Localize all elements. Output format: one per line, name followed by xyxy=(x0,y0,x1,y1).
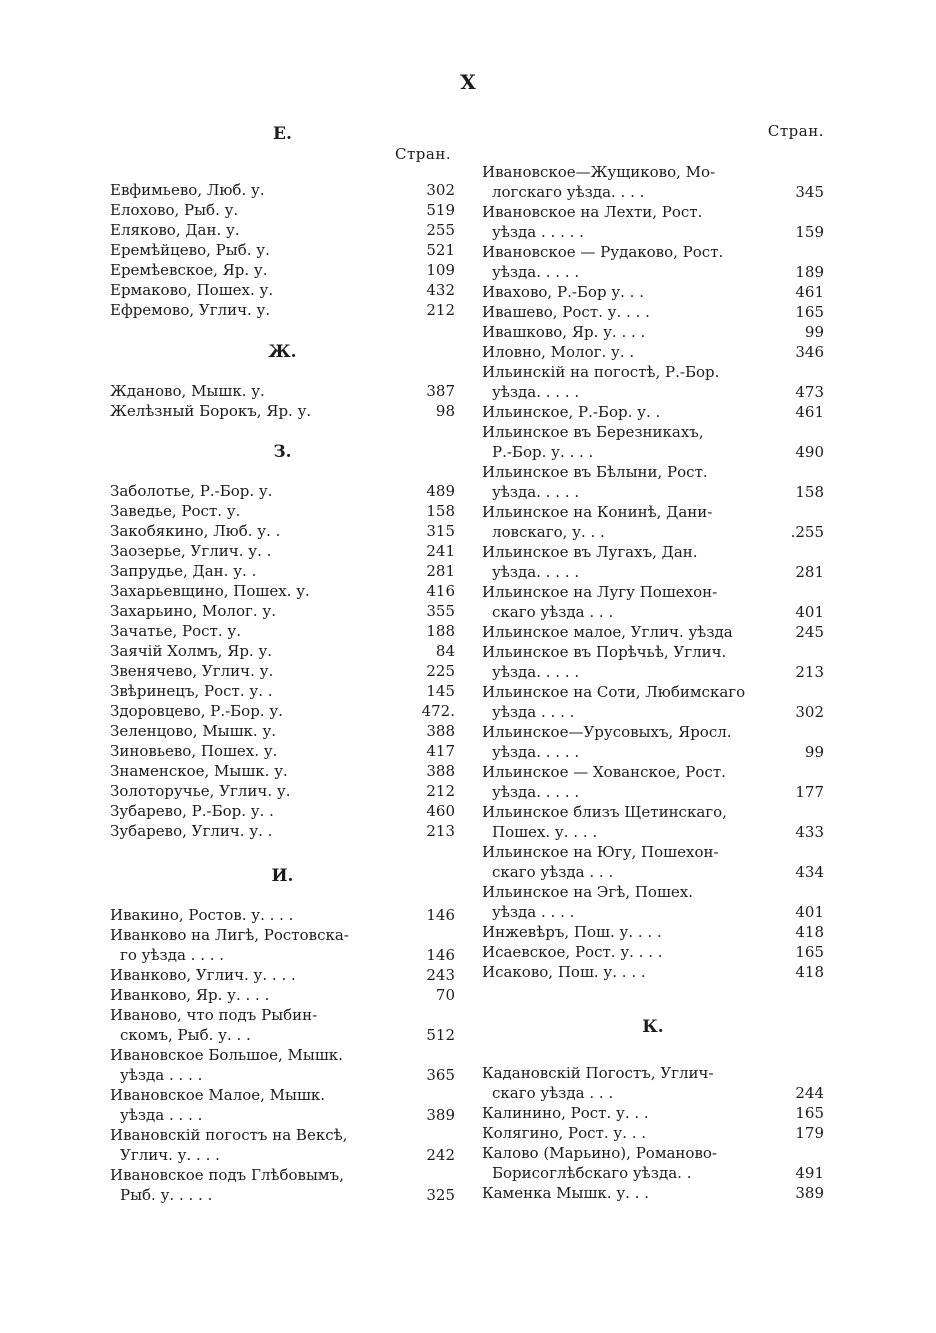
entry-page: 99 xyxy=(804,743,824,761)
entry-page: 315 xyxy=(426,522,455,540)
entry-name: Иванково на Лигѣ, Ростовска- xyxy=(110,926,349,944)
entry-name-cont: Пошех. у. . . . xyxy=(492,823,598,841)
index-entry xyxy=(110,280,455,300)
entry-name-cont: Рыб. у. . . . . xyxy=(120,1186,213,1204)
index-entry xyxy=(482,1183,824,1203)
entry-page: 241 xyxy=(426,542,455,560)
entry-name: Заозерье, Углич. у. . xyxy=(110,542,272,560)
entry-name: Ильинское на Югу, Пошехон- xyxy=(482,843,719,861)
index-entry xyxy=(110,581,455,601)
page-number: X xyxy=(460,70,476,94)
entry-name: Ивановскій погостъ на Вексѣ, xyxy=(110,1126,348,1144)
index-entry xyxy=(482,462,824,502)
entry-name: Зиновьево, Пошех. у. xyxy=(110,742,278,760)
entry-page: 401 xyxy=(795,903,824,921)
index-entry xyxy=(110,741,455,761)
index-entry xyxy=(110,521,455,541)
entry-name-cont: Р.-Бор. у. . . . xyxy=(492,443,594,461)
index-entry xyxy=(482,1063,824,1103)
index-entry xyxy=(110,681,455,701)
entry-name: Запрудье, Дан. у. . xyxy=(110,562,257,580)
entry-name: Звенячево, Углич. у. xyxy=(110,662,274,680)
entry-name: Зубарево, Углич. у. . xyxy=(110,822,273,840)
index-entry xyxy=(110,260,455,280)
entry-name: Знаменское, Мышк. у. xyxy=(110,762,288,780)
entry-name: Ильинское въ Березникахъ, xyxy=(482,423,704,441)
entry-name-cont: уѣзда . . . . xyxy=(492,903,575,921)
index-entry xyxy=(482,1103,824,1123)
entry-page: 146 xyxy=(426,906,455,924)
entry-name: Ивановское подъ Глѣбовымъ, xyxy=(110,1166,344,1184)
index-entry xyxy=(482,162,824,202)
entry-name: Ефремово, Углич. у. xyxy=(110,301,271,319)
entry-page: 213 xyxy=(795,663,824,681)
index-entry xyxy=(110,641,455,661)
index-entry xyxy=(110,1045,455,1085)
entry-page: 244 xyxy=(795,1084,824,1102)
entry-page: 418 xyxy=(795,963,824,981)
entry-name: Ильинское въ Порѣчьѣ, Углич. xyxy=(482,643,727,661)
entry-name-cont: уѣзда. . . . . xyxy=(492,263,580,281)
page-column-label: Стран. xyxy=(395,145,452,163)
entry-page: 461 xyxy=(795,283,824,301)
entry-name-cont: логскаго уѣзда. . . . xyxy=(492,183,645,201)
index-entry xyxy=(482,342,824,362)
entry-page: 461 xyxy=(795,403,824,421)
entry-page: 325 xyxy=(426,1186,455,1204)
entry-name: Ильинское на Соти, Любимскаго xyxy=(482,683,746,701)
entry-name-cont: скомъ, Рыб. у. . . xyxy=(120,1026,251,1044)
entry-page: 189 xyxy=(795,263,824,281)
section-letter-z: З. xyxy=(273,442,292,462)
entry-name: Ильинское, Р.-Бор. у. . xyxy=(482,403,661,421)
entry-page: 99 xyxy=(804,323,824,341)
entry-page: 489 xyxy=(426,482,455,500)
index-entry xyxy=(482,722,824,762)
entry-name: Ильинское на Лугу Пошехон- xyxy=(482,583,718,601)
entry-name-cont: уѣзда. . . . . xyxy=(492,563,580,581)
entry-name-cont: уѣзда. . . . . xyxy=(492,383,580,401)
entry-name: Звѣринецъ, Рост. у. . xyxy=(110,682,273,700)
entry-name: Ильинское въ Лугахъ, Дан. xyxy=(482,543,698,561)
index-entry xyxy=(110,481,455,501)
entry-name: Ильинское на Конинѣ, Дани- xyxy=(482,503,713,521)
entry-page: 490 xyxy=(795,443,824,461)
index-entry xyxy=(110,905,455,925)
index-entry xyxy=(110,925,455,965)
entry-name: Иваново, что подъ Рыбин- xyxy=(110,1006,318,1024)
index-entry xyxy=(110,381,455,401)
entry-name: Захарьевщино, Пошех. у. xyxy=(110,582,310,600)
entry-name-cont: уѣзда. . . . . xyxy=(492,483,580,501)
entry-name: Кадановскій Погостъ, Углич- xyxy=(482,1064,714,1082)
index-entry xyxy=(110,240,455,260)
index-entry xyxy=(110,761,455,781)
entry-name: Еремѣйцево, Рыб. у. xyxy=(110,241,270,259)
entry-name: Еляково, Дан. у. xyxy=(110,221,240,239)
index-entry xyxy=(482,202,824,242)
entry-page: 432 xyxy=(426,281,455,299)
entry-page: 109 xyxy=(426,261,455,279)
page-column-label: Стран. xyxy=(767,122,824,140)
section-letter-i: И. xyxy=(271,866,294,886)
entry-name: Ильинское малое, Углич. уѣзда xyxy=(482,623,733,641)
entry-page: 84 xyxy=(435,642,455,660)
entry-name: Каменка Мышк. у. . . xyxy=(482,1184,649,1202)
index-entry xyxy=(482,622,824,642)
section-letter-zh: Ж. xyxy=(268,342,297,362)
entry-page: 512 xyxy=(426,1026,455,1044)
entry-name: Закобякино, Люб. у. . xyxy=(110,522,281,540)
entry-page: 345 xyxy=(795,183,824,201)
entry-name: Еремѣевское, Яр. у. xyxy=(110,261,268,279)
entry-name-cont: Углич. у. . . . xyxy=(120,1146,220,1164)
entry-page: 179 xyxy=(795,1124,824,1142)
entry-page: 242 xyxy=(426,1146,455,1164)
entry-page: 418 xyxy=(795,923,824,941)
entry-page: 177 xyxy=(795,783,824,801)
entry-name-cont: уѣзда. . . . . xyxy=(492,783,580,801)
entry-page: 417 xyxy=(426,742,455,760)
entry-name: Зубарево, Р.-Бор. у. . xyxy=(110,802,274,820)
entry-name-cont: скаго уѣзда . . . xyxy=(492,863,614,881)
section-letter-k: К. xyxy=(642,1017,664,1037)
entry-page: 491 xyxy=(795,1164,824,1182)
entry-page: 98 xyxy=(435,402,455,420)
entry-page: 165 xyxy=(795,1104,824,1122)
entry-name: Ильинское—Урусовыхъ, Яросл. xyxy=(482,723,732,741)
entry-name: Ивановское Большое, Мышк. xyxy=(110,1046,343,1064)
entry-page: 472. xyxy=(421,702,455,720)
index-entry xyxy=(110,801,455,821)
entry-page: 188 xyxy=(426,622,455,640)
entry-name: Иванково, Яр. у. . . . xyxy=(110,986,270,1004)
entry-page: 213 xyxy=(426,822,455,840)
index-entry xyxy=(110,985,455,1005)
entry-name: Ивановское — Рудаково, Рост. xyxy=(482,243,724,261)
index-entry xyxy=(110,661,455,681)
entry-page: 389 xyxy=(426,1106,455,1124)
entry-page: 401 xyxy=(795,603,824,621)
index-entry xyxy=(110,501,455,521)
index-entry xyxy=(110,721,455,741)
entry-name-cont: скаго уѣзда . . . xyxy=(492,603,614,621)
entry-page: 433 xyxy=(795,823,824,841)
index-entry xyxy=(482,402,824,422)
index-entry xyxy=(482,1143,824,1183)
entry-name: Жданово, Мышк. у. xyxy=(110,382,265,400)
entry-name: Инжевѣръ, Пош. у. . . . xyxy=(482,923,662,941)
entry-page: 165 xyxy=(795,943,824,961)
entry-page: 212 xyxy=(426,301,455,319)
entry-name: Ильинское на Эгѣ, Пошех. xyxy=(482,883,694,901)
entry-page: 519 xyxy=(426,201,455,219)
index-entry xyxy=(110,200,455,220)
entry-page: 212 xyxy=(426,782,455,800)
entry-name: Ильинское — Хованское, Рост. xyxy=(482,763,726,781)
entry-name: Заболотье, Р.-Бор. у. xyxy=(110,482,273,500)
entry-name: Заячій Холмъ, Яр. у. xyxy=(110,642,273,660)
entry-name: Ивакино, Ростов. у. . . . xyxy=(110,906,294,924)
index-entry xyxy=(482,802,824,842)
entry-name: Елохово, Рыб. у. xyxy=(110,201,239,219)
index-entry xyxy=(110,601,455,621)
entry-name-cont: го уѣзда . . . . xyxy=(120,946,225,964)
index-entry xyxy=(110,1125,455,1165)
entry-page: 365 xyxy=(426,1066,455,1084)
entry-page: 281 xyxy=(795,563,824,581)
entry-name: Зеленцово, Мышк. у. xyxy=(110,722,277,740)
entry-name-cont: Борисоглѣбскаго уѣзда. . xyxy=(492,1164,692,1182)
entry-name: Ивахово, Р.-Бор у. . . xyxy=(482,283,644,301)
entry-name-cont: скаго уѣзда . . . xyxy=(492,1084,614,1102)
entry-name-cont: уѣзда. . . . . xyxy=(492,743,580,761)
entry-page: 473 xyxy=(795,383,824,401)
entry-page: 159 xyxy=(795,223,824,241)
index-entry xyxy=(110,541,455,561)
index-entry xyxy=(482,362,824,402)
entry-name: Ивашково, Яр. у. . . . xyxy=(482,323,646,341)
entry-name-cont: уѣзда . . . . xyxy=(120,1066,203,1084)
index-entry xyxy=(110,180,455,200)
entry-page: 145 xyxy=(426,682,455,700)
entry-page: 521 xyxy=(426,241,455,259)
entry-page: 387 xyxy=(426,382,455,400)
index-entry xyxy=(482,642,824,682)
index-entry xyxy=(482,682,824,722)
entry-page: 388 xyxy=(426,762,455,780)
entry-name: Ильинскій на погостѣ, Р.-Бор. xyxy=(482,363,720,381)
entry-page: 243 xyxy=(426,966,455,984)
index-entry xyxy=(110,1085,455,1125)
entry-name: Колягино, Рост. у. . . xyxy=(482,1124,647,1142)
entry-page: 388 xyxy=(426,722,455,740)
index-entry xyxy=(482,322,824,342)
index-entry xyxy=(110,561,455,581)
index-entry xyxy=(110,965,455,985)
index-entry xyxy=(482,282,824,302)
entry-name: Калово (Марьино), Романово- xyxy=(482,1144,717,1162)
entry-name-cont: ловскаго, у. . . xyxy=(492,523,605,541)
index-entry xyxy=(110,701,455,721)
entry-page: 460 xyxy=(426,802,455,820)
entry-name: Ивановское—Жущиково, Мо- xyxy=(482,163,716,181)
index-entry xyxy=(482,542,824,582)
entry-name-cont: уѣзда . . . . . xyxy=(492,223,584,241)
index-entry xyxy=(110,821,455,841)
entry-page: 346 xyxy=(795,343,824,361)
entry-page: 245 xyxy=(795,623,824,641)
entry-name: Зачатье, Рост. у. xyxy=(110,622,241,640)
entry-name: Иловно, Молог. у. . xyxy=(482,343,635,361)
index-entry xyxy=(482,962,824,982)
index-entry xyxy=(482,502,824,542)
entry-name: Ермаково, Пошех. у. xyxy=(110,281,274,299)
entry-page: 158 xyxy=(426,502,455,520)
index-entry xyxy=(482,842,824,882)
entry-page: 225 xyxy=(426,662,455,680)
entry-page: 281 xyxy=(426,562,455,580)
index-entry xyxy=(482,302,824,322)
entry-name: Желѣзный Борокъ, Яр. у. xyxy=(110,402,312,420)
entry-name: Захарьино, Молог. у. xyxy=(110,602,276,620)
index-entry xyxy=(110,300,455,320)
entry-name: Ильинское близъ Щетинскаго, xyxy=(482,803,727,821)
entry-page: 158 xyxy=(795,483,824,501)
index-entry xyxy=(110,1165,455,1205)
entry-name: Ивановское на Лехти, Рост. xyxy=(482,203,703,221)
index-entry xyxy=(482,942,824,962)
entry-page: 165 xyxy=(795,303,824,321)
entry-page: .255 xyxy=(790,523,824,541)
entry-name: Заведье, Рост. у. xyxy=(110,502,241,520)
entry-page: 302 xyxy=(795,703,824,721)
entry-name: Иванково, Углич. у. . . . xyxy=(110,966,296,984)
entry-name: Здоровцево, Р.-Бор. у. xyxy=(110,702,283,720)
entry-name: Исаково, Пош. у. . . . xyxy=(482,963,646,981)
entry-page: 146 xyxy=(426,946,455,964)
entry-name: Калинино, Рост. у. . . xyxy=(482,1104,649,1122)
index-entry xyxy=(482,582,824,622)
index-entry xyxy=(110,220,455,240)
index-entry xyxy=(482,1123,824,1143)
entry-page: 389 xyxy=(795,1184,824,1202)
entry-page: 434 xyxy=(795,863,824,881)
index-entry xyxy=(110,401,455,421)
entry-page: 70 xyxy=(435,986,455,1004)
entry-name: Исаевское, Рост. у. . . . xyxy=(482,943,663,961)
entry-name-cont: уѣзда . . . . xyxy=(492,703,575,721)
entry-page: 255 xyxy=(426,221,455,239)
index-entry xyxy=(110,781,455,801)
entry-name: Ивашево, Рост. у. . . . xyxy=(482,303,650,321)
index-entry xyxy=(482,242,824,282)
index-entry xyxy=(482,922,824,942)
entry-page: 355 xyxy=(426,602,455,620)
entry-page: 416 xyxy=(426,582,455,600)
entry-name: Золоторучье, Углич. у. xyxy=(110,782,291,800)
index-entry xyxy=(482,422,824,462)
index-entry xyxy=(110,621,455,641)
index-entry xyxy=(110,1005,455,1045)
index-entry xyxy=(482,882,824,922)
entry-name: Евфимьево, Люб. у. xyxy=(110,181,265,199)
entry-name: Ильинское въ Бѣлыни, Рост. xyxy=(482,463,708,481)
entry-name-cont: уѣзда . . . . xyxy=(120,1106,203,1124)
section-letter-e: Е. xyxy=(273,124,292,144)
entry-name: Ивановское Малое, Мышк. xyxy=(110,1086,326,1104)
entry-name-cont: уѣзда. . . . . xyxy=(492,663,580,681)
index-entry xyxy=(482,762,824,802)
entry-page: 302 xyxy=(426,181,455,199)
